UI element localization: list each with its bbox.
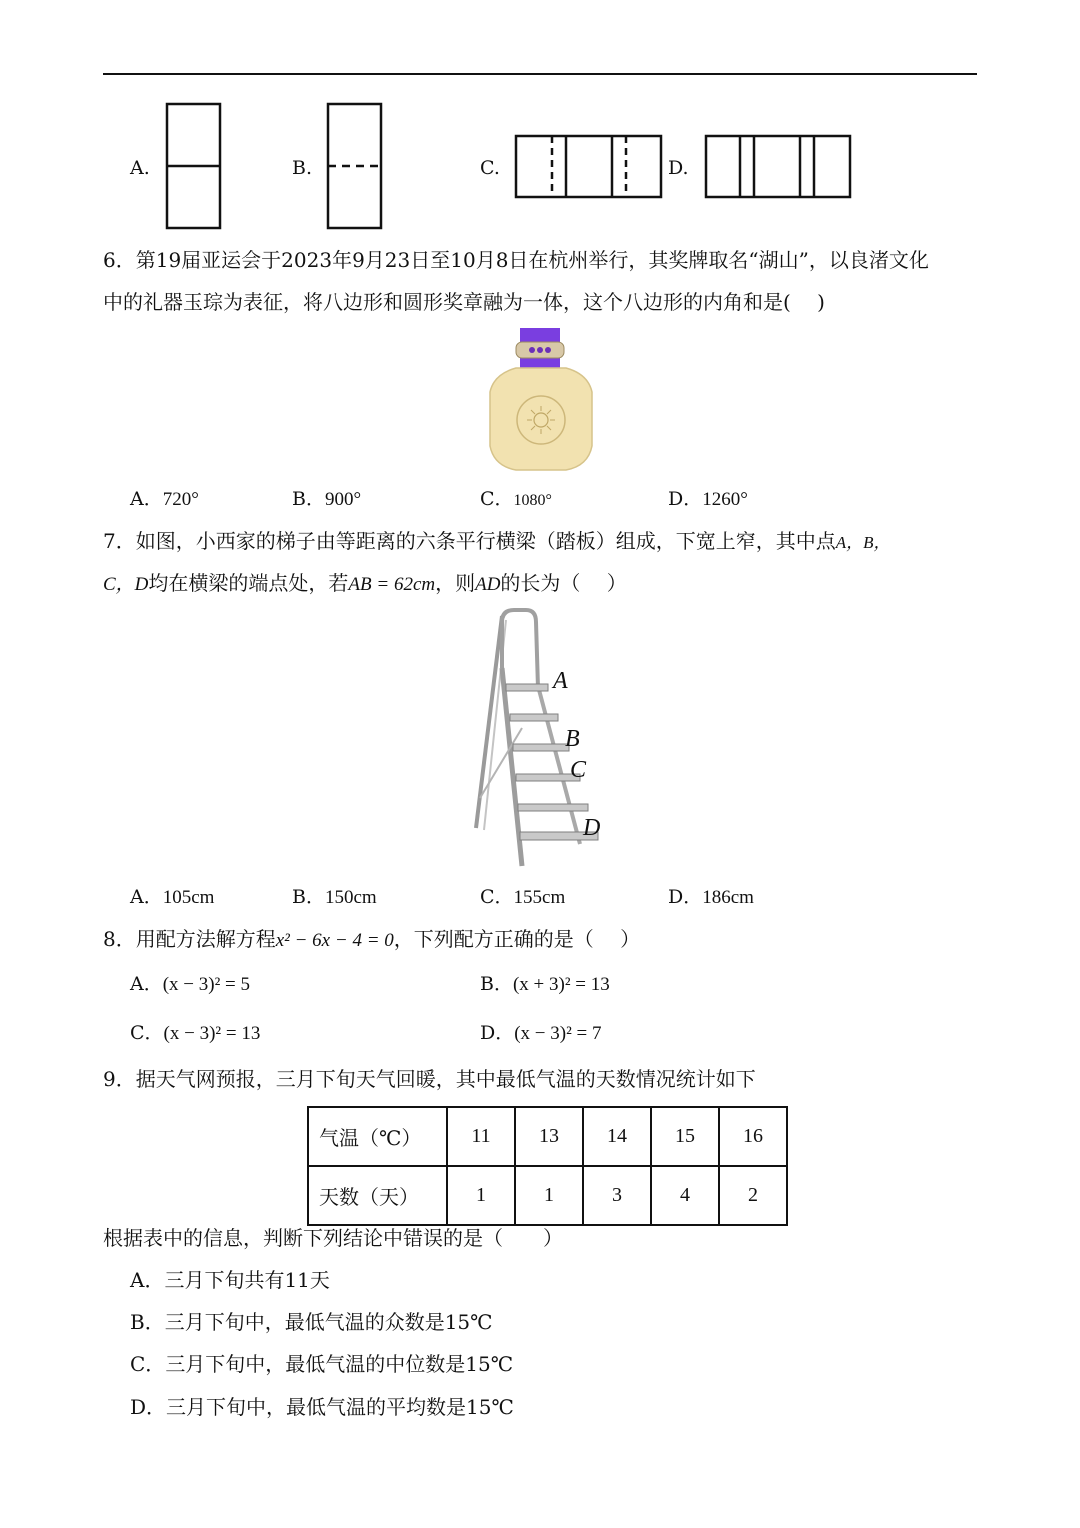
q9-option-c xyxy=(130,1350,513,1378)
table-cell: 13 xyxy=(515,1107,583,1166)
temperature-table xyxy=(307,1106,788,1226)
q5-option-a-figure xyxy=(165,102,223,230)
q7-option-c xyxy=(480,884,565,911)
q6-line-1: 6．第19届亚运会于2023年9月23日至10月8日在杭州举行，其奖牌取名“湖山”，以良渚文化 xyxy=(103,248,929,272)
ladder-label-c: C xyxy=(570,757,587,783)
ladder-label-a: A xyxy=(553,668,568,694)
ladder-label-d: D xyxy=(583,815,601,841)
q7-points-cd: C，D xyxy=(103,574,149,595)
q8-option-b xyxy=(480,971,610,998)
q8-option-d xyxy=(480,1020,602,1047)
ladder-label-b: B xyxy=(565,726,580,752)
q7-line-2 xyxy=(103,569,627,599)
q8-option-a xyxy=(130,971,250,998)
q8-option-a-value: (x − 3)² = 5 xyxy=(162,974,251,995)
table-cell: 14 xyxy=(583,1107,651,1166)
q8-option-c-letter: C． xyxy=(130,1022,164,1044)
table-row xyxy=(308,1107,787,1166)
q7-line-1 xyxy=(103,527,891,557)
q9-option-d-value: 三月下旬中，最低气温的平均数是15℃ xyxy=(166,1395,514,1419)
q6-option-c-value: 1080° xyxy=(513,492,552,509)
q8-stem-text: 8．用配方法解方程 xyxy=(103,927,276,951)
table-cell: 1 xyxy=(515,1166,583,1225)
q8-equation: x² − 6x − 4 = 0 xyxy=(275,930,394,951)
q9-option-c-value: 三月下旬中，最低气温的中位数是15℃ xyxy=(165,1352,514,1376)
q7-option-c-letter: C． xyxy=(480,886,514,908)
q7-option-a xyxy=(130,884,214,911)
table-cell: 15 xyxy=(651,1107,719,1166)
table-header-temperature: 气温（℃） xyxy=(308,1107,447,1166)
q8-option-d-value: (x − 3)² = 7 xyxy=(514,1023,602,1044)
q6-option-d-letter: D． xyxy=(668,488,703,510)
q5-option-b-figure xyxy=(326,102,384,230)
q7-points-ab: A，B， xyxy=(835,533,891,552)
q8-stem-end: ，下列配方正确的是（ ） xyxy=(393,927,641,951)
q6-option-c-letter: C． xyxy=(480,488,514,510)
q7-option-d-value: 186cm xyxy=(702,887,754,908)
q8-option-a-letter: A． xyxy=(130,973,163,995)
q9-option-b-value: 三月下旬中，最低气温的众数是15℃ xyxy=(164,1310,493,1334)
q8-option-c xyxy=(130,1020,260,1047)
q9-option-d xyxy=(130,1393,514,1421)
table-cell: 16 xyxy=(719,1107,787,1166)
q7-option-c-value: 155cm xyxy=(513,887,566,908)
q7-option-b xyxy=(292,884,377,911)
q6-option-a xyxy=(130,486,199,513)
q7-option-b-letter: B． xyxy=(292,886,325,908)
q7-segment-ad: AD xyxy=(475,574,501,595)
q6-line-2: 中的礼器玉琮为表征，将八边形和圆形奖章融为一体，这个八边形的内角和是( ) xyxy=(103,290,825,314)
table-cell: 1 xyxy=(447,1166,515,1225)
q9-option-a-letter: A． xyxy=(130,1268,165,1292)
table-cell: 11 xyxy=(447,1107,515,1166)
q5-option-d-letter: D. xyxy=(668,157,689,179)
q7-option-a-value: 105cm xyxy=(162,887,215,908)
q8-option-b-value: (x + 3)² = 13 xyxy=(512,974,610,995)
q7-line-1-text: 7．如图，小西家的梯子由等距离的六条平行横梁（踏板）组成，下宽上窄，其中点 xyxy=(103,529,836,553)
q9-option-b xyxy=(130,1308,493,1336)
q7-equation: AB = 62cm xyxy=(348,574,436,595)
q7-line-2-text: 均在横梁的端点处，若 xyxy=(148,571,349,595)
q8-option-c-value: (x − 3)² = 13 xyxy=(163,1023,261,1044)
table-cell: 2 xyxy=(719,1166,787,1225)
q9-question: 根据表中的信息，判断下列结论中错误的是（ ） xyxy=(103,1226,563,1250)
table-cell: 3 xyxy=(583,1166,651,1225)
q7-line-2-end: 的长为（ ） xyxy=(500,571,627,595)
q8-option-b-letter: B． xyxy=(480,973,513,995)
table-header-days: 天数（天） xyxy=(308,1166,447,1225)
q7-option-b-value: 150cm xyxy=(324,887,377,908)
table-row xyxy=(308,1166,787,1225)
medal-image xyxy=(488,328,594,474)
q8-stem xyxy=(103,925,640,955)
q6-option-b-letter: B． xyxy=(292,488,325,510)
q9-option-c-letter: C． xyxy=(130,1352,166,1376)
q5-option-b-letter: B. xyxy=(292,157,313,179)
q9-option-b-letter: B． xyxy=(130,1310,165,1334)
header-rule xyxy=(103,73,977,75)
q5-option-c-letter: C. xyxy=(480,157,500,179)
q5-option-d-figure xyxy=(704,134,854,200)
q6-option-c xyxy=(480,486,552,514)
q6-option-a-value: 720° xyxy=(162,489,199,510)
q6-option-b xyxy=(292,486,361,513)
q6-option-d xyxy=(668,486,748,513)
q7-option-a-letter: A． xyxy=(130,886,163,908)
q6-option-a-letter: A． xyxy=(130,488,163,510)
q5-option-c-figure xyxy=(514,134,664,200)
q6-option-d-value: 1260° xyxy=(702,489,748,510)
q9-option-a xyxy=(130,1266,330,1294)
q7-option-d-letter: D． xyxy=(668,886,703,908)
table-cell: 4 xyxy=(651,1166,719,1225)
q9-intro: 9．据天气网预报，三月下旬天气回暖，其中最低气温的天数情况统计如下 xyxy=(103,1067,756,1091)
q9-option-d-letter: D． xyxy=(130,1395,167,1419)
q7-line-2-then: ，则 xyxy=(435,571,476,595)
q8-option-d-letter: D． xyxy=(480,1022,515,1044)
q6-option-b-value: 900° xyxy=(324,489,362,510)
q7-option-d xyxy=(668,884,754,911)
q9-option-a-value: 三月下旬共有11天 xyxy=(164,1268,330,1292)
q5-option-a-letter: A. xyxy=(130,157,150,179)
